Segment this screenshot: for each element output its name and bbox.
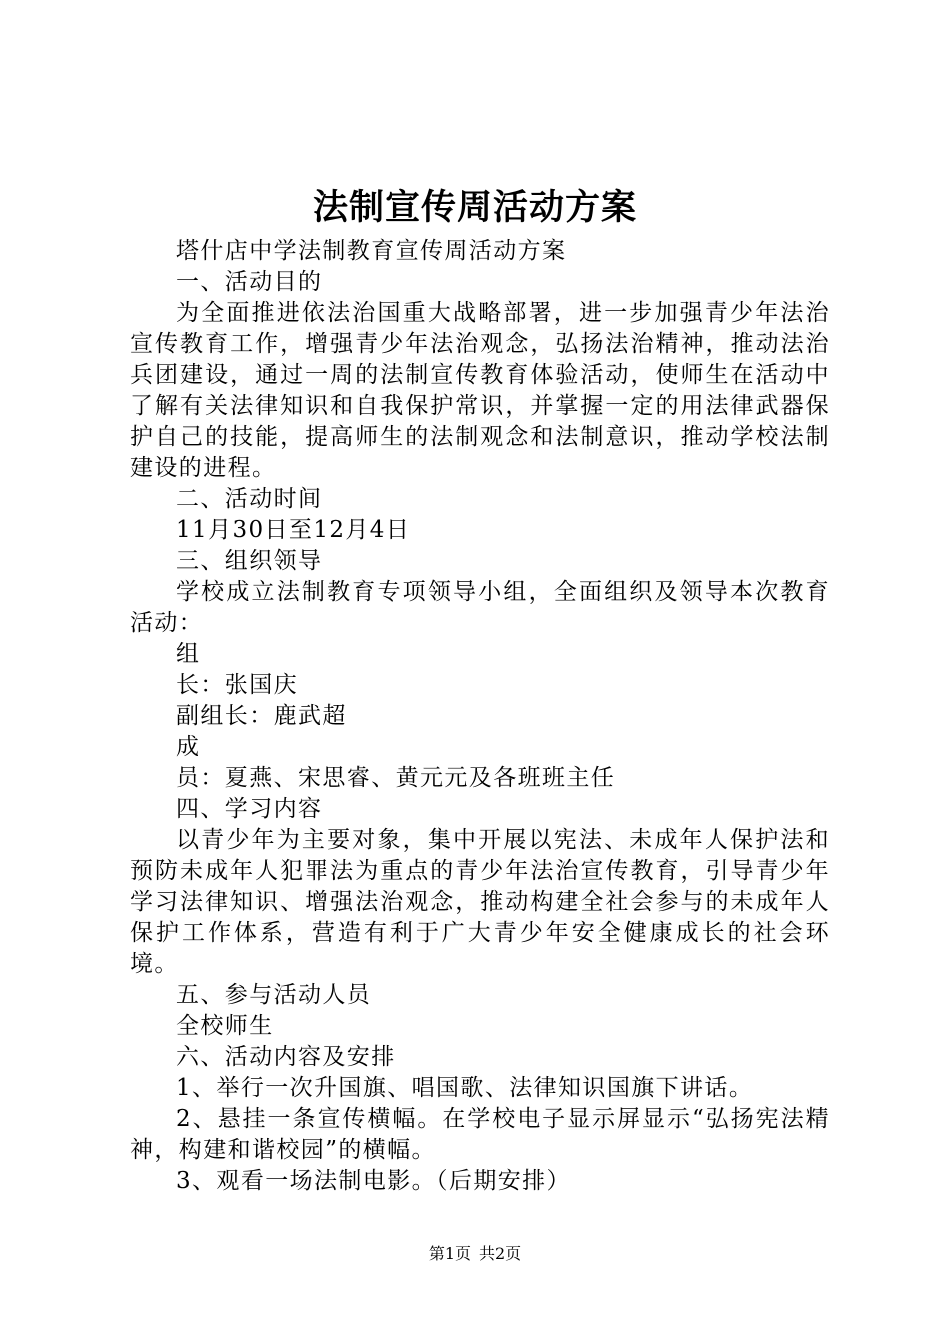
- section-heading-time: 二、活动时间: [176, 486, 323, 512]
- page-total: 共2页: [479, 1244, 522, 1263]
- paragraph-content: 以青少年为主要对象，集中开展以宪法、未成年人保护法和预防未成年人犯罪法为重点的青少年法治宣传教育，引导青少年学习法律知识、增强法治观念，推动构建全社会参与的未成年人保护工作体系，营造有利于广大青少年安全健康成长的社会环境。: [130, 827, 830, 977]
- section-heading-leadership: 三、组织领导: [176, 548, 323, 574]
- section-heading-participants: 五、参与活动人员: [176, 982, 372, 1008]
- section-heading-content: 四、学习内容: [176, 796, 323, 822]
- section-heading-purpose: 一、活动目的: [176, 269, 323, 295]
- paragraph-purpose: 为全面推进依法治国重大战略部署，进一步加强青少年法治宣传教育工作，增强青少年法治观念，弘扬法治精神，推动法治兵团建设，通过一周的法制宣传教育体验活动，使师生在活动中了解有关法律知识和自我保护常识，并掌握一定的用法律武器保护自己的技能，提高师生的法制观念和法制意识，推动学校法制建设的进程。: [130, 300, 830, 481]
- deputy-leader-line: 副组长：鹿武超: [176, 703, 347, 729]
- document-title: 法制宣传周活动方案: [312, 187, 637, 228]
- paragraph-participants: 全校师生: [176, 1013, 274, 1039]
- page-number: 第1页: [428, 1244, 471, 1263]
- page-footer: [0, 1243, 950, 1265]
- leader-line: 长：张国庆: [176, 672, 298, 698]
- section-heading-arrangement: 六、活动内容及安排: [176, 1044, 396, 1070]
- document-body: [130, 236, 830, 1197]
- arrangement-item-3: 3、观看一场法制电影。（后期安排）: [176, 1168, 571, 1194]
- paragraph-leadership: 学校成立法制教育专项领导小组，全面组织及领导本次教育活动：: [130, 579, 830, 636]
- members-line: 员：夏燕、宋思睿、黄元元及各班班主任: [176, 765, 616, 791]
- paragraph-time: 11月30日至12月4日: [176, 517, 411, 543]
- leader-label-fragment: 组: [176, 641, 201, 667]
- document-subtitle: 塔什店中学法制教育宣传周活动方案: [176, 238, 567, 264]
- arrangement-item-1: 1、举行一次升国旗、唱国歌、法律知识国旗下讲话。: [176, 1075, 754, 1101]
- arrangement-item-2: 2、悬挂一条宣传横幅。在学校电子显示屏显示“弘扬宪法精神，构建和谐校园”的横幅。: [130, 1106, 830, 1163]
- member-label-fragment: 成: [176, 734, 201, 760]
